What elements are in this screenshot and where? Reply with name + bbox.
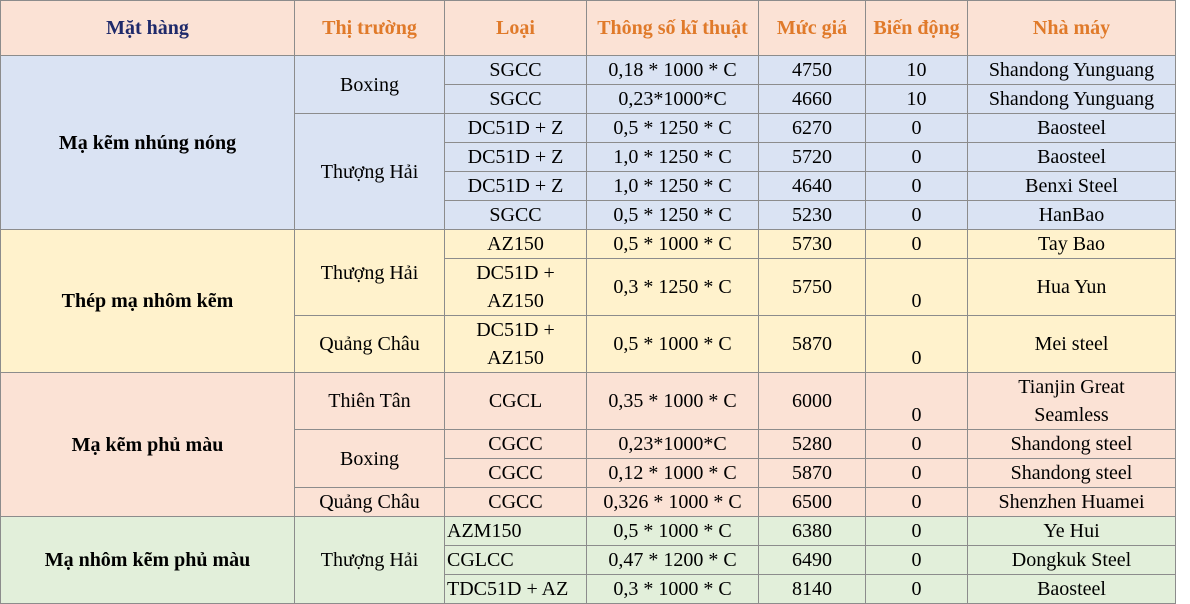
factory-cell <box>968 373 1176 430</box>
type-cell: DC51D + Z <box>445 143 587 172</box>
header-muc-gia: Mức giá <box>759 1 866 56</box>
category-cell: Mạ kẽm phủ màu <box>1 373 295 517</box>
spec-cell: 0,5 * 1000 * C <box>587 517 759 546</box>
change-cell: 0 <box>866 430 968 459</box>
header-thong-so: Thông số kĩ thuật <box>587 1 759 56</box>
change-cell: 10 <box>866 56 968 85</box>
market-cell: Thiên Tân <box>295 373 445 430</box>
price-cell: 5750 <box>759 259 866 316</box>
type-cell: CGCC <box>445 430 587 459</box>
price-cell: 4660 <box>759 85 866 114</box>
price-cell: 6270 <box>759 114 866 143</box>
factory-cell: Ye Hui <box>968 517 1176 546</box>
factory-cell: Dongkuk Steel <box>968 546 1176 575</box>
spec-cell: 0,18 * 1000 * C <box>587 56 759 85</box>
spec-cell: 0,3 * 1250 * C <box>587 259 759 316</box>
change-cell: 0 <box>866 373 968 430</box>
header-row <box>1 1 1176 56</box>
type-cell <box>445 259 587 316</box>
change-cell: 0 <box>866 259 968 316</box>
change-cell: 0 <box>866 517 968 546</box>
change-cell: 0 <box>866 316 968 373</box>
market-cell: Boxing <box>295 56 445 114</box>
change-cell: 0 <box>866 546 968 575</box>
header-nha-may: Nhà máy <box>968 1 1176 56</box>
price-cell: 5870 <box>759 459 866 488</box>
category-cell: Thép mạ nhôm kẽm <box>1 230 295 373</box>
spec-cell: 0,5 * 1000 * C <box>587 230 759 259</box>
type-cell: CGLCC <box>445 546 587 575</box>
change-cell: 0 <box>866 488 968 517</box>
factory-cell: Mei steel <box>968 316 1176 373</box>
table-row <box>1 230 1176 259</box>
price-cell: 8140 <box>759 575 866 604</box>
category-cell: Mạ kẽm nhúng nóng <box>1 56 295 230</box>
change-cell: 0 <box>866 172 968 201</box>
spec-cell: 0,5 * 1000 * C <box>587 316 759 373</box>
factory-cell: HanBao <box>968 201 1176 230</box>
factory-cell: Benxi Steel <box>968 172 1176 201</box>
type-cell: CGCC <box>445 459 587 488</box>
spec-cell: 0,47 * 1200 * C <box>587 546 759 575</box>
price-cell: 5280 <box>759 430 866 459</box>
change-cell: 0 <box>866 143 968 172</box>
header-loai: Loại <box>445 1 587 56</box>
price-cell: 6500 <box>759 488 866 517</box>
price-cell: 5870 <box>759 316 866 373</box>
factory-cell: Hua Yun <box>968 259 1176 316</box>
type-line: DC51D + <box>476 319 555 341</box>
spec-cell: 0,23*1000*C <box>587 85 759 114</box>
header-bien-dong: Biến động <box>866 1 968 56</box>
market-cell: Thượng Hải <box>295 230 445 316</box>
factory-cell: Tay Bao <box>968 230 1176 259</box>
market-cell: Quảng Châu <box>295 488 445 517</box>
price-cell: 4750 <box>759 56 866 85</box>
change-cell: 0 <box>866 575 968 604</box>
type-cell <box>445 316 587 373</box>
market-cell: Thượng Hải <box>295 114 445 230</box>
type-cell: AZM150 <box>445 517 587 546</box>
price-cell: 6380 <box>759 517 866 546</box>
type-cell: SGCC <box>445 201 587 230</box>
type-cell: SGCC <box>445 56 587 85</box>
market-cell: Quảng Châu <box>295 316 445 373</box>
spec-cell: 0,35 * 1000 * C <box>587 373 759 430</box>
category-cell: Mạ nhôm kẽm phủ màu <box>1 517 295 604</box>
header-thi-truong: Thị trường <box>295 1 445 56</box>
type-cell: TDC51D + AZ <box>445 575 587 604</box>
change-cell: 0 <box>866 114 968 143</box>
factory-line: Seamless <box>1034 404 1109 426</box>
market-cell: Boxing <box>295 430 445 488</box>
type-line: DC51D + <box>476 262 555 284</box>
spec-cell: 1,0 * 1250 * C <box>587 172 759 201</box>
table-row <box>1 56 1176 85</box>
factory-cell: Shandong steel <box>968 430 1176 459</box>
factory-cell: Shandong Yunguang <box>968 56 1176 85</box>
price-cell: 6000 <box>759 373 866 430</box>
spec-cell: 0,5 * 1250 * C <box>587 114 759 143</box>
price-cell: 5720 <box>759 143 866 172</box>
spec-cell: 0,23*1000*C <box>587 430 759 459</box>
price-cell: 5730 <box>759 230 866 259</box>
type-cell: DC51D + Z <box>445 172 587 201</box>
table-row <box>1 517 1176 546</box>
factory-cell: Baosteel <box>968 575 1176 604</box>
change-cell: 0 <box>866 459 968 488</box>
factory-cell: Shandong steel <box>968 459 1176 488</box>
spec-cell: 0,326 * 1000 * C <box>587 488 759 517</box>
header-mat-hang: Mặt hàng <box>1 1 295 56</box>
type-cell: CGCL <box>445 373 587 430</box>
market-cell: Thượng Hải <box>295 517 445 604</box>
type-cell: AZ150 <box>445 230 587 259</box>
spec-cell: 0,12 * 1000 * C <box>587 459 759 488</box>
spec-cell: 0,3 * 1000 * C <box>587 575 759 604</box>
factory-cell: Shenzhen Huamei <box>968 488 1176 517</box>
factory-cell: Baosteel <box>968 143 1176 172</box>
change-cell: 10 <box>866 85 968 114</box>
change-cell: 0 <box>866 230 968 259</box>
type-line: AZ150 <box>487 347 544 369</box>
spec-cell: 1,0 * 1250 * C <box>587 143 759 172</box>
factory-cell: Baosteel <box>968 114 1176 143</box>
type-cell: CGCC <box>445 488 587 517</box>
factory-cell: Shandong Yunguang <box>968 85 1176 114</box>
price-cell: 4640 <box>759 172 866 201</box>
factory-line: Tianjin Great <box>1018 376 1125 398</box>
type-cell: SGCC <box>445 85 587 114</box>
price-cell: 6490 <box>759 546 866 575</box>
price-cell: 5230 <box>759 201 866 230</box>
type-cell: DC51D + Z <box>445 114 587 143</box>
type-line: AZ150 <box>487 290 544 312</box>
spec-cell: 0,5 * 1250 * C <box>587 201 759 230</box>
change-cell: 0 <box>866 201 968 230</box>
